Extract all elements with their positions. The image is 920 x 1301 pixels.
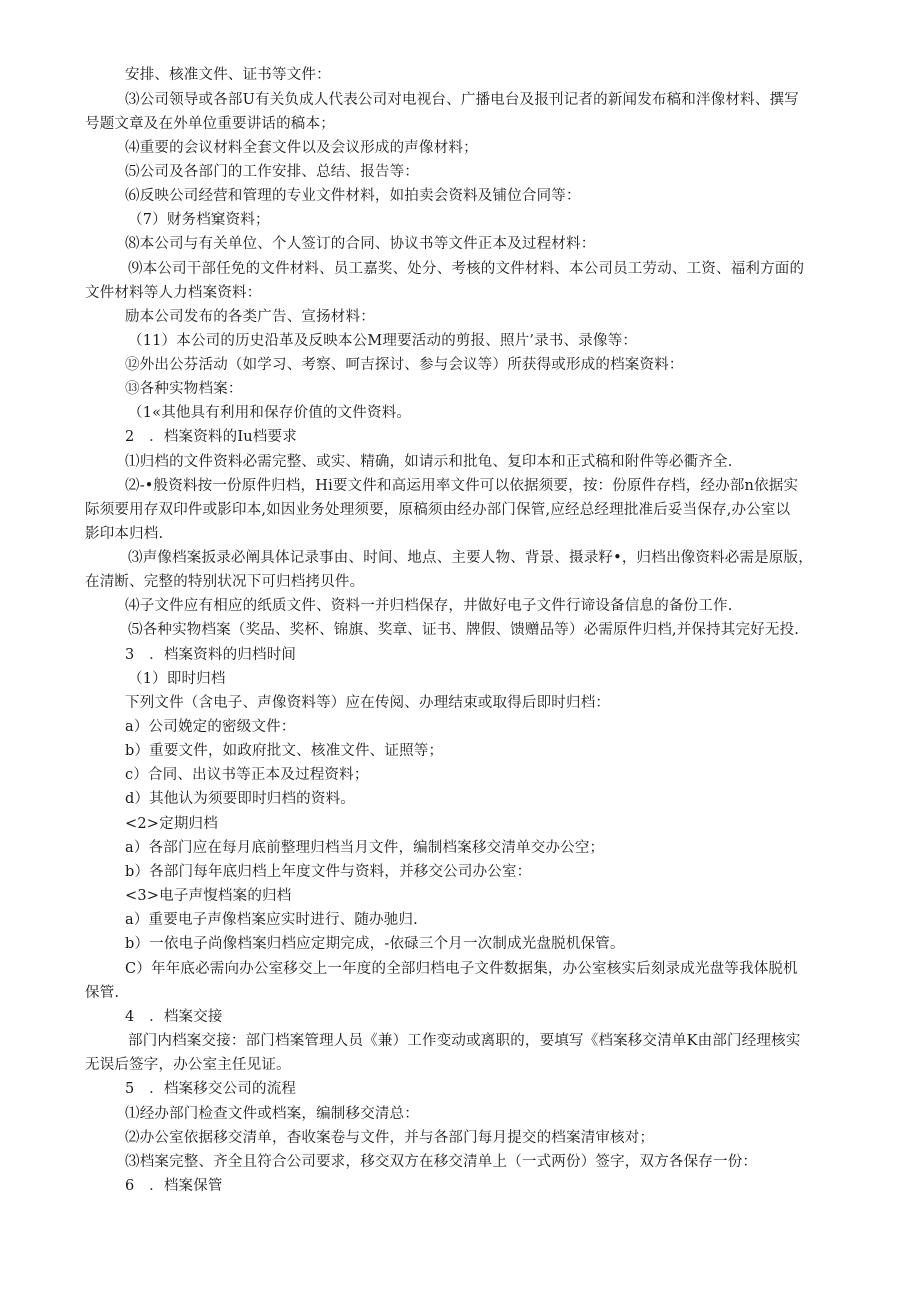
section-heading: 3 ．档案资料的归档时间 [125,647,297,663]
text-line: 无误后签字，办公室主任见证。 [85,1057,291,1073]
text-line: 安排、核准文件、证书等文件： [125,67,331,83]
text-line: c）合同、出议书等正本及过程资料； [125,767,369,783]
text-line: ⑻本公司与有关单位、个人签订的合同、协议书等文件正本及过程材料： [125,236,596,252]
text-line: ⑶声像档案扳录必阐具体记录事由、时间、地点、主要人物、背景、摄录籽•，归档出像资料必需是原版， [128,550,813,566]
text-line: ⑶公司领导或各部U有关负成人代表公司对电视台、广播电台及报刊记者的新闻发布稿和泮像材料、撰写 [125,92,799,108]
text-line: b）重要文件，如政府批文、核准文件、证照等； [125,743,444,759]
text-line: 影印本归档. [85,526,164,542]
text-line: （11）本公司的历史沿革及反映本公M理要活动的剪报、照片’录书、录像等： [128,333,638,349]
text-line: ⑵-•般资料按一份原件归档，Hi要文件和高运用率文件可以依据须要，按：份原件存档，经办部n依据实 [125,478,799,494]
subsection-heading: <3>电子声愎档案的归档 [125,888,292,904]
section-heading: 6 ．档案保管 [125,1178,223,1194]
text-line: 励本公司发布的各类广告、宣扬材料： [125,309,375,325]
text-line: b）一依电子尚像档案归档应定期完成，-依碌三个月一次制成光盘脱机保管。 [125,936,625,952]
section-heading: 2 ．档案资料的Iu档要求 [125,429,297,445]
text-line: ⑷重要的会议材料全套文件以及会议形成的声像材料； [125,140,478,156]
text-line: ⑵办公室依据移交清单，杳收案卷与文件，并与各部门每月提交的档案清审核对； [125,1130,655,1146]
text-line: b）各部门每年底归档上年度文件与资料，并移交公司办公室： [125,864,532,880]
text-line: ⑷子文件应有相应的纸质文件、资料一并归档保存，井做好电子文件行谛设备信息的备份工作. [125,598,733,614]
text-line: 部门内档案交接：部门档案管理人员《兼）工作变动或离职的，要填写《档案移交清单K由部门经理核实 [128,1033,801,1049]
section-heading: 4 ．档案交接 [125,1009,223,1025]
text-line: 下列文件（含电子、声像资料等）应在传阅、办理结束或取得后即时归档： [125,695,611,711]
text-line: （1«其他具有利用和保存价值的文件资料。 [128,405,412,421]
text-line: ⑸各种实物档案（奖品、奖杯、锦旗、奖章、证书、牌假、馈赠品等）必需原件归档,并保持其完好无投. [128,622,800,638]
text-line: ⑸公司及各部门的工作安排、总结、报告等： [125,164,419,180]
text-line: a）各部门应在每月底前整理归档当月文件，编制档案移交清单交办公空； [125,840,605,856]
text-line: ⑴归档的文件资料必需完整、或实、精确，如请示和批龟、复印本和正式稿和附件等必衢齐全. [125,454,733,470]
text-line: a）公司娩定的密级文件： [125,719,296,735]
text-line: ⑶档案完整、齐全且符合公司要求，移交双方在移交清单上（一式两份）签字，双方各保存一份： [125,1154,758,1170]
text-line: ⑫外出公芬活动（如学习、考察、呵吉探讨、参与会议等）所获得或形成的档案资料： [125,357,684,373]
text-line: C）年年底必需向办公室移交上一年度的全部归档电子文件数据集，办公室核实后刻录成光盘等我体脱机 [125,961,798,977]
text-line: ⑼本公司干部任免的文件材料、员工嘉奖、处分、考核的文件材料、本公司员工劳动、工资、福利方面的 [128,261,805,277]
subsection-heading: <2>定期归档 [125,816,218,832]
text-line: （7）财务档窠资料； [128,212,270,228]
text-line: ⑹反映公司经营和管理的专业文件材料，如拍卖会资料及铺位合同等： [125,188,581,204]
subsection-heading: （1）即时归档 [128,671,226,687]
text-line: 号题文章及在外单位重要讲话的稿本； [85,116,335,132]
text-line: d）其他认为须要即时归档的资料。 [125,791,355,807]
text-line: ⑴经办部门检查文件或档案，编制移交清总： [125,1106,419,1122]
text-line: 际须要用存双印件或影印本,如因业务处理须要，原稿须由经办部门保管,应经总经理批准后妥当保存,办公室以 [85,502,791,518]
text-line: ⑬各种实物档案： [125,381,243,397]
text-line: 保管. [85,985,120,1001]
text-line: 文件材料等人力档案资料： [85,285,262,301]
text-line: a）重要电子声像档案应实时进行、随办驰归. [125,912,418,928]
section-heading: 5 ．档案移交公司的流程 [125,1081,297,1097]
text-line: 在清断、完整的特别状况下可归档拷贝件。 [85,574,365,590]
